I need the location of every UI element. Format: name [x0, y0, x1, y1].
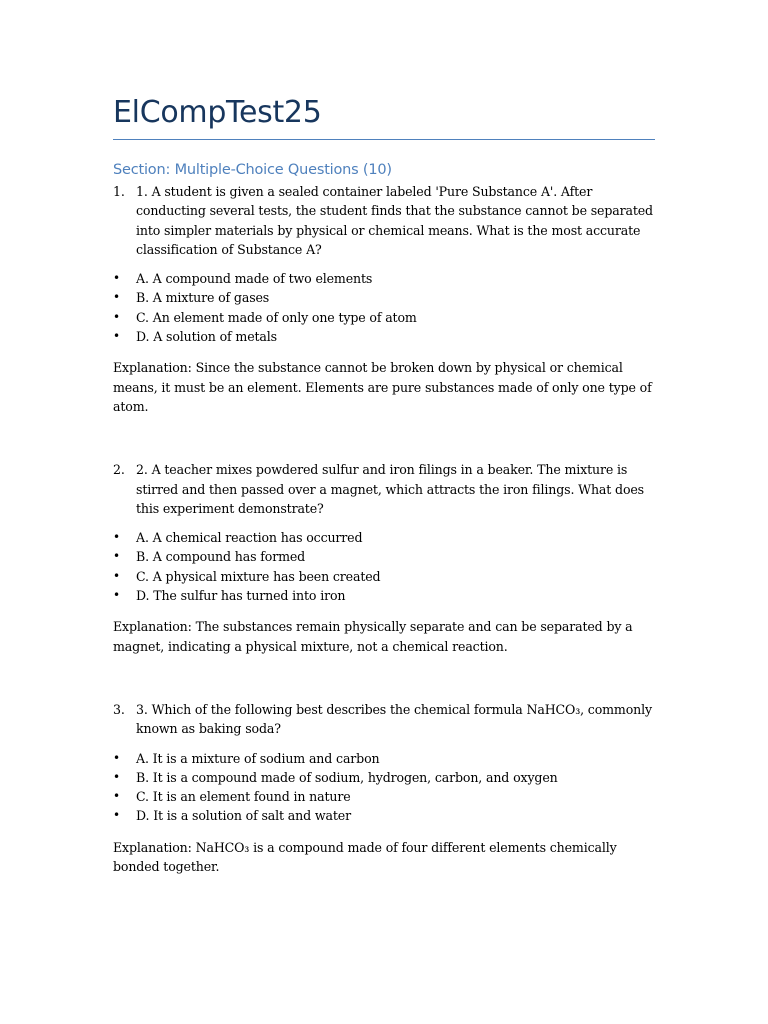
- bullet-icon: •: [113, 750, 120, 765]
- option-item: [113, 749, 658, 768]
- question-text: [113, 460, 658, 518]
- option-item: [113, 308, 658, 327]
- bullet-icon: •: [113, 568, 120, 583]
- question-block: [113, 182, 658, 416]
- question-body: 3. Which of the following best describes the chemical formula NaHCO₃, commonly known as baking soda?: [136, 701, 652, 737]
- option-text: D. A solution of metals: [136, 329, 277, 345]
- title-underline: [113, 139, 655, 140]
- option-text: B. A compound has formed: [136, 549, 306, 565]
- option-text: A. A compound made of two elements: [136, 271, 373, 287]
- option-text: C. A physical mixture has been created: [136, 568, 381, 584]
- bullet-icon: •: [113, 789, 120, 804]
- document-title: ElCompTest25: [113, 95, 322, 130]
- section-heading: Section: Multiple-Choice Questions (10): [113, 162, 392, 178]
- option-text: A. It is a mixture of sodium and carbon: [136, 750, 380, 766]
- options-list: [113, 269, 658, 346]
- option-text: C. It is an element found in nature: [136, 789, 351, 805]
- question-body: 1. A student is given a sealed container labeled 'Pure Substance A'. After conducting several tests, the student finds that the substance cannot be separated into simpler materials by physical or chemical means. What is the most accurate classification of Substance A?: [136, 184, 653, 257]
- bullet-icon: •: [113, 769, 120, 784]
- option-text: B. A mixture of gases: [136, 290, 270, 306]
- question-block: [113, 700, 658, 876]
- explanation-text: Explanation: NaHCO₃ is a compound made of four different elements chemically bonded together.: [113, 839, 617, 875]
- option-item: [113, 288, 658, 307]
- question-text: [113, 182, 658, 259]
- option-text: C. An element made of only one type of atom: [136, 309, 417, 325]
- spacer: [113, 656, 658, 700]
- question-number: 3.: [113, 701, 125, 717]
- option-item: [113, 269, 658, 288]
- question-block: [113, 460, 658, 656]
- options-list: [113, 528, 658, 605]
- question-number: 1.: [113, 184, 125, 199]
- question-number: 2.: [113, 462, 125, 478]
- bullet-icon: •: [113, 588, 120, 603]
- question-body: 2. A teacher mixes powdered sulfur and iron filings in a beaker. The mixture is stirred and then passed over a magnet, which attracts the iron filings. What does this experiment demonstrate?: [136, 462, 644, 516]
- bullet-icon: •: [113, 271, 120, 286]
- option-item: [113, 768, 658, 787]
- bullet-icon: •: [113, 549, 120, 564]
- option-item: [113, 327, 658, 346]
- bullet-icon: •: [113, 530, 120, 545]
- option-item: [113, 586, 658, 605]
- explanation-text: Explanation: Since the substance cannot be broken down by physical or chemical means, it must be an element. Elements are pure substances made of only one type of atom.: [113, 360, 652, 414]
- option-item: [113, 528, 658, 547]
- explanation-text: Explanation: The substances remain physically separate and can be separated by a magnet, indicating a physical mixture, not a chemical reaction.: [113, 619, 633, 654]
- bullet-icon: •: [113, 309, 120, 324]
- bullet-icon: •: [113, 290, 120, 305]
- option-text: A. A chemical reaction has occurred: [136, 530, 363, 546]
- options-list: [113, 749, 658, 826]
- questions-container: [113, 182, 658, 876]
- option-item: [113, 787, 658, 806]
- bullet-icon: •: [113, 808, 120, 823]
- option-text: D. The sulfur has turned into iron: [136, 588, 346, 604]
- option-text: D. It is a solution of salt and water: [136, 808, 351, 824]
- question-text: [113, 700, 658, 739]
- option-item: [113, 547, 658, 566]
- bullet-icon: •: [113, 329, 120, 344]
- option-item: [113, 806, 658, 825]
- option-text: B. It is a compound made of sodium, hydrogen, carbon, and oxygen: [136, 769, 558, 785]
- option-item: [113, 567, 658, 586]
- spacer: [113, 416, 658, 460]
